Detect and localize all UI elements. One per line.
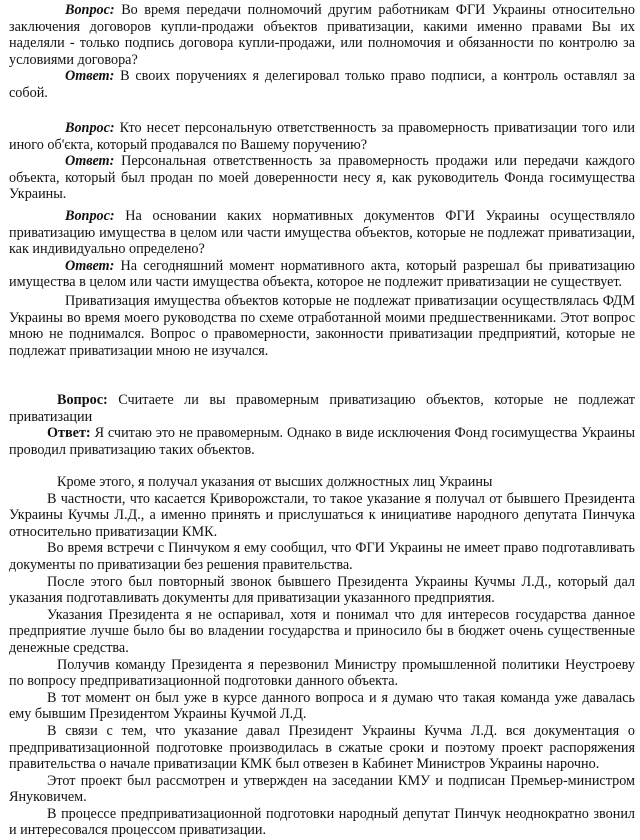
qa-block-4 <box>9 392 635 458</box>
narrative-block <box>9 474 635 839</box>
paragraph-3: Во время встречи с Пинчуком я ему сообщил, что ФГИ Украины не имеет право подготавливать документы по приватизации без решения правительства. <box>9 540 635 573</box>
question-text: На основании каких нормативных документов ФГИ Украины осуществляло приватизацию имущества в целом или части имущества объектов, которые не подлежат приватизации, как индивидуально определено? <box>9 208 635 258</box>
answer-2 <box>9 153 635 203</box>
paragraph-7: В тот момент он был уже в курсе данного вопроса и я думаю что такая команда уже давалась ему бывшим Президентом Украины Кучмой Л.Д. <box>9 689 635 723</box>
answer-text: Персональная ответственность за правомерность продажи или передачи каждого объекта, который был продан по моей доверенности несу я, как руководитель Фонда госимущества Украины. <box>9 153 635 203</box>
paragraph-10: В процессе предприватизационной подготовки народный депутат Пинчук неоднократно звонил и интересовался процессом приватизации. <box>9 805 635 839</box>
answer-text: Я считаю это не правомерным. Однако в виде исключения Фонд госимущества Украины проводил приватизацию таких объектов. <box>9 425 635 458</box>
paragraph-8: В связи с тем, что указание давал Президент Украины Кучма Л.Д. вся документация о предприватизационной подготовке производилась в сжатые сроки и поэтому проект распоряжения правительства о начале приватизации КМК был отвезен в Кабинет Министров Украины нарочно. <box>9 722 635 773</box>
question-label: Вопрос: <box>57 392 108 408</box>
question-3 <box>9 208 635 258</box>
qa-block-3 <box>9 208 635 359</box>
answer-4 <box>9 425 635 458</box>
question-1 <box>9 2 635 68</box>
question-text: Во время передачи полномочий другим работникам ФГИ Украины относительно заключения договоров купли-продажи объектов приватизации, какими именно правами Вы их наделяли - только подпись договора купли-продажи, или полномочия и обязанности по контролю за условиями договора? <box>9 2 636 68</box>
paragraph-6: Получив команду Президента я перезвонил Министру промышленной политики Неустроеву по вопросу предприватизационной подготовки данного объекта. <box>9 656 635 690</box>
question-label: Вопрос: <box>65 120 115 136</box>
answer-3 <box>9 258 635 291</box>
answer-3-continuation: Приватизация имущества объектов которые не подлежат приватизации осуществлялась ФДМ Украины во время моего руководства по схеме отработанной моими предшественниками. Этот вопрос мною не поднимался. Вопрос о правомерности, законности приватизации предприятий, которые не подлежат приватизации мною не изучался. <box>9 292 635 359</box>
qa-block-1 <box>9 2 635 102</box>
paragraph-4: После этого был повторный звонок бывшего Президента Украины Кучмы Л.Д., который дал указания подготавливать документы для приватизации указанного предприятия. <box>9 573 635 607</box>
answer-label: Ответ: <box>65 257 115 274</box>
answer-label: Ответ: <box>65 68 115 85</box>
answer-label: Ответ: <box>65 153 115 170</box>
paragraph-2: В частности, что касается Криворожстали, то такое указание я получал от бывшего Президента Украины Кучмы Л.Д., а именно принять и прислушаться к инициативе народного депутата Пинчука относительно приватизации КМК. <box>9 490 635 540</box>
question-label: Вопрос: <box>65 208 115 224</box>
question-2 <box>9 120 635 153</box>
question-text: Кто несет персональную ответственность за правомерность приватизации того или иного об'єкта, который продавался по Вашему поручению? <box>9 120 635 153</box>
paragraph-9: Этот проект был рассмотрен и утвержден на заседании КМУ и подписан Премьер-министром Януковичем. <box>9 772 635 806</box>
answer-1 <box>9 68 635 101</box>
answer-text: В своих поручениях я делегировал только право подписи, а контроль оставлял за собой. <box>9 68 635 101</box>
paragraph-1: Кроме этого, я получал указания от высших должностных лиц Украины <box>57 474 493 490</box>
paragraph-5: Указания Президента я не оспаривал, хотя и понимал что для интересов государства данное предприятие лучше было бы во владении государства и приносило бы в бюджет очень существенные денежные средства. <box>9 606 635 656</box>
question-4 <box>9 392 635 425</box>
qa-block-2 <box>9 120 635 203</box>
answer-text: На сегодняшний момент нормативного акта, который разрешал бы приватизацию имущества в целом или части имущества объекта, которое не подлежит приватизации не существует. <box>9 257 635 291</box>
answer-label: Ответ: <box>47 425 91 442</box>
question-text: Считаете ли вы правомерным приватизацию объектов, которые не подлежат приватизации <box>9 392 635 425</box>
question-label: Вопрос: <box>65 2 115 18</box>
